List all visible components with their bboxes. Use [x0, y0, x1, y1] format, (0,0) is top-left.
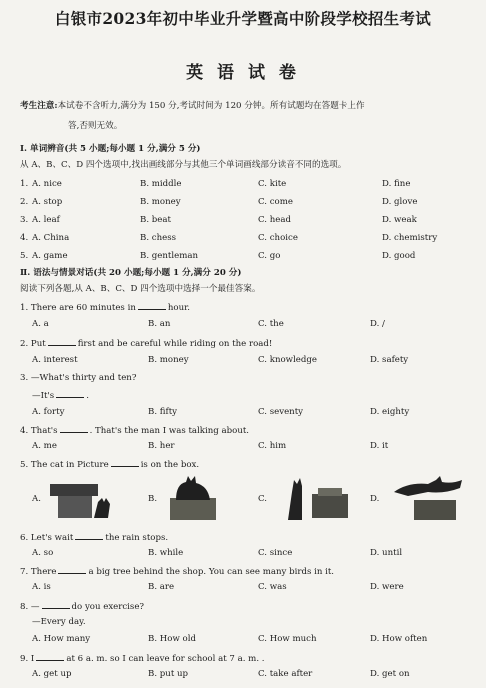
- option-c: C. go: [258, 251, 281, 261]
- option-d: D. it: [370, 441, 389, 451]
- option-c: C. him: [258, 441, 287, 451]
- option-d: D. good: [382, 251, 416, 261]
- stem-text: do you exercise?: [71, 602, 145, 612]
- q-number: 3.: [20, 215, 29, 225]
- option-c: C. knowledge: [258, 355, 317, 365]
- question-3-stem: 3. —What's thirty and ten?: [20, 373, 137, 383]
- cat-icon: [288, 478, 302, 520]
- option-b: B. an: [148, 319, 171, 329]
- section1-heading: Ⅰ. 单词辨音(共 5 小题;每小题 1 分,满分 5 分): [20, 144, 201, 154]
- stem-text: the rain stops.: [105, 533, 169, 543]
- option-a: A. game: [32, 251, 68, 261]
- option-b: B. How old: [148, 634, 196, 644]
- option-c: C.: [258, 494, 268, 504]
- answer-blank: [48, 337, 76, 346]
- option-c: C. choice: [258, 233, 298, 243]
- cat-icon: [94, 498, 110, 518]
- q-number: 4.: [20, 233, 29, 243]
- option-b: B. are: [148, 582, 175, 592]
- question-9-stem: [20, 652, 265, 665]
- box-lid: [318, 488, 342, 496]
- answer-blank: [42, 600, 70, 609]
- question-6-stem: [20, 531, 168, 544]
- picture-c-cat-next-to-box: [268, 472, 358, 522]
- box: [312, 494, 348, 518]
- option-a: A. get up: [32, 669, 72, 679]
- section2-instruction: 阅读下列各题,从 A、B、C、D 四个选项中选择一个最佳答案。: [20, 284, 261, 294]
- notice-text-1: 本试卷不含听力,满分为 150 分,考试时间为 120 分钟。所有试题均在答题卡上作: [57, 101, 365, 111]
- option-b: B. put up: [148, 669, 189, 679]
- question-1-stem: [20, 301, 190, 314]
- option-a: A. China: [32, 233, 70, 243]
- option-c: C. head: [258, 215, 291, 225]
- option-a: A. leaf: [32, 215, 60, 225]
- q-number: 2.: [20, 197, 29, 207]
- option-d: D. eighty: [370, 407, 410, 417]
- stem-text: 6. Let's wait: [20, 533, 74, 543]
- option-a: A. is: [32, 582, 51, 592]
- option-b: B. while: [148, 548, 184, 558]
- option-c: C. the: [258, 319, 284, 329]
- option-d: D.: [370, 494, 380, 504]
- question-3-reply: [32, 389, 89, 402]
- stem-text: 9. I: [20, 654, 35, 664]
- option-d: D. How often: [370, 634, 428, 644]
- option-a: A. interest: [32, 355, 78, 365]
- stem-text: hour.: [167, 303, 190, 313]
- answer-blank: [36, 652, 64, 661]
- option-d: D. weak: [382, 215, 417, 225]
- option-a: A. forty: [32, 407, 65, 417]
- option-d: D. fine: [382, 179, 411, 189]
- option-b: B.: [148, 494, 158, 504]
- option-c: C. was: [258, 582, 287, 592]
- option-a: A. nice: [32, 179, 62, 189]
- box-lid: [50, 484, 98, 496]
- exam-title: 白银市2023年初中毕业升学暨高中阶段学校招生考试: [54, 9, 432, 28]
- option-b: B. fifty: [148, 407, 177, 417]
- picture-b-cat-in-box: [162, 474, 222, 522]
- q-number: 1.: [20, 179, 29, 189]
- answer-blank: [60, 424, 88, 433]
- stem-text: .: [86, 391, 89, 401]
- picture-a-cat-beside-box: [44, 474, 116, 522]
- q-number: 5.: [20, 251, 29, 261]
- option-b: B. her: [148, 441, 175, 451]
- cat-icon: [394, 476, 462, 496]
- option-c: C. seventy: [258, 407, 304, 417]
- stem-text: first and be careful while riding on the road!: [77, 339, 273, 349]
- option-a: A.: [32, 494, 41, 504]
- stem-text: is on the box.: [140, 460, 200, 470]
- option-d: D. /: [370, 319, 385, 329]
- notice-label: 考生注意:: [20, 101, 58, 111]
- answer-blank: [56, 389, 84, 398]
- question-5-stem: [20, 458, 199, 471]
- option-a: A. a: [32, 319, 49, 329]
- notice-text-2: 答,否则无效。: [68, 121, 123, 131]
- option-a: A. stop: [32, 197, 63, 207]
- question-7-stem: [20, 565, 334, 578]
- stem-text: 1. There are 60 minutes in: [20, 303, 136, 313]
- stem-text: —It's: [32, 391, 55, 401]
- option-c: C. How much: [258, 634, 317, 644]
- option-b: B. chess: [140, 233, 177, 243]
- option-a: A. me: [32, 441, 57, 451]
- stem-text: . That's the man I was talking about.: [89, 426, 250, 436]
- question-2-stem: [20, 337, 272, 350]
- question-8-stem: [20, 600, 144, 613]
- cat-icon: [176, 476, 210, 500]
- option-b: B. money: [140, 197, 181, 207]
- answer-blank: [138, 301, 166, 310]
- box: [414, 500, 456, 520]
- option-c: C. come: [258, 197, 293, 207]
- option-d: D. were: [370, 582, 404, 592]
- question-4-stem: [20, 424, 249, 437]
- stem-text: at 6 a. m. so I can leave for school at 7 a. m. .: [66, 654, 265, 664]
- option-c: C. take after: [258, 669, 313, 679]
- notice-line-1: [20, 101, 365, 112]
- box: [58, 496, 92, 518]
- answer-blank: [111, 458, 139, 467]
- picture-d-cat-over-box: [388, 472, 470, 522]
- stem-text: 7. There: [20, 567, 57, 577]
- option-c: C. kite: [258, 179, 287, 189]
- box: [170, 498, 216, 520]
- stem-text: 4. That's: [20, 426, 58, 436]
- option-d: D. safety: [370, 355, 409, 365]
- stem-text: 8. —: [20, 602, 40, 612]
- option-d: D. until: [370, 548, 403, 558]
- option-b: B. money: [148, 355, 189, 365]
- section2-heading: Ⅱ. 语法与情景对话(共 20 小题;每小题 1 分,满分 20 分): [20, 268, 242, 278]
- option-a: A. How many: [32, 634, 91, 644]
- answer-blank: [75, 531, 103, 540]
- option-d: D. get on: [370, 669, 410, 679]
- option-c: C. since: [258, 548, 293, 558]
- question-8-reply: —Every day.: [32, 617, 86, 627]
- option-b: B. middle: [140, 179, 182, 189]
- section1-instruction: 从 A、B、C、D 四个选项中,找出画线部分与其他三个单词画线部分读音不同的选项。: [20, 160, 347, 170]
- stem-text: 2. Put: [20, 339, 46, 349]
- paper-subtitle: 英 语 试 卷: [186, 63, 300, 83]
- answer-blank: [58, 565, 86, 574]
- option-a: A. so: [32, 548, 54, 558]
- stem-text: a big tree behind the shop. You can see many birds in it.: [88, 567, 335, 577]
- option-b: B. beat: [140, 215, 171, 225]
- stem-text: 5. The cat in Picture: [20, 460, 109, 470]
- option-d: D. chemistry: [382, 233, 438, 243]
- option-d: D. glove: [382, 197, 418, 207]
- option-b: B. gentleman: [140, 251, 198, 261]
